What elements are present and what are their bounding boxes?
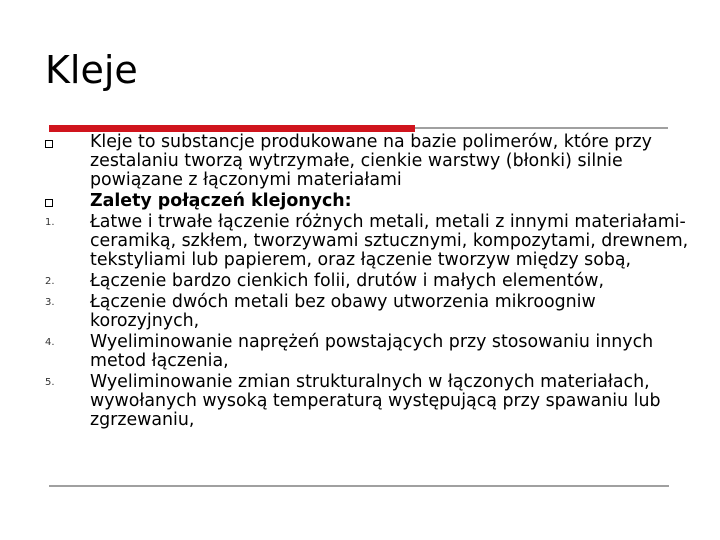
title-accent-bar [49,125,415,132]
list-item-number: 2. [45,276,55,287]
list-item [45,333,705,371]
list-item-text: Łączenie dwóch metali bez obawy utworzenia mikroogniw korozyjnych, [90,292,596,331]
title-underline [415,127,668,129]
list-item [45,133,705,190]
square-bullet-icon [45,199,53,207]
list-item [45,213,705,270]
list-item-number: 3. [45,297,55,308]
square-bullet-icon [45,140,53,148]
list-item [45,293,705,331]
list-item-number: 1. [45,217,55,228]
list-item-text: Łatwe i trwałe łączenie różnych metali, metali z innymi materiałami- ceramiką, szkłem, tworzywami sztucznymi, kompozytami, drewnem, tekstyliami lub papierem, oraz łączenie tworzyw między sobą, [90,212,689,270]
list-item-number: 4. [45,337,55,348]
list-item-text: Wyeliminowanie naprężeń powstających przy stosowaniu innych metod łączenia, [90,332,654,371]
list-item [45,373,705,430]
list-item-text: Zalety połączeń klejonych: [90,191,352,211]
list-item [45,192,705,211]
list-item [45,272,705,291]
slide-content [45,133,705,432]
footer-divider [49,485,669,487]
list-item-number: 5. [45,377,55,388]
slide-title: Kleje [45,48,138,92]
list-item-text: Wyeliminowanie zmian strukturalnych w łączonych materiałach, wywołanych wysoką temperaturą występującą przy spawaniu lub zgrzewaniu, [90,372,661,430]
list-item-text: Kleje to substancje produkowane na bazie polimerów, które przy zestalaniu tworzą wytrzymałe, cienkie warstwy (błonki) silnie powiązane z łączonymi materiałami [90,132,652,190]
list-item-text: Łączenie bardzo cienkich folii, drutów i małych elementów, [90,271,605,291]
